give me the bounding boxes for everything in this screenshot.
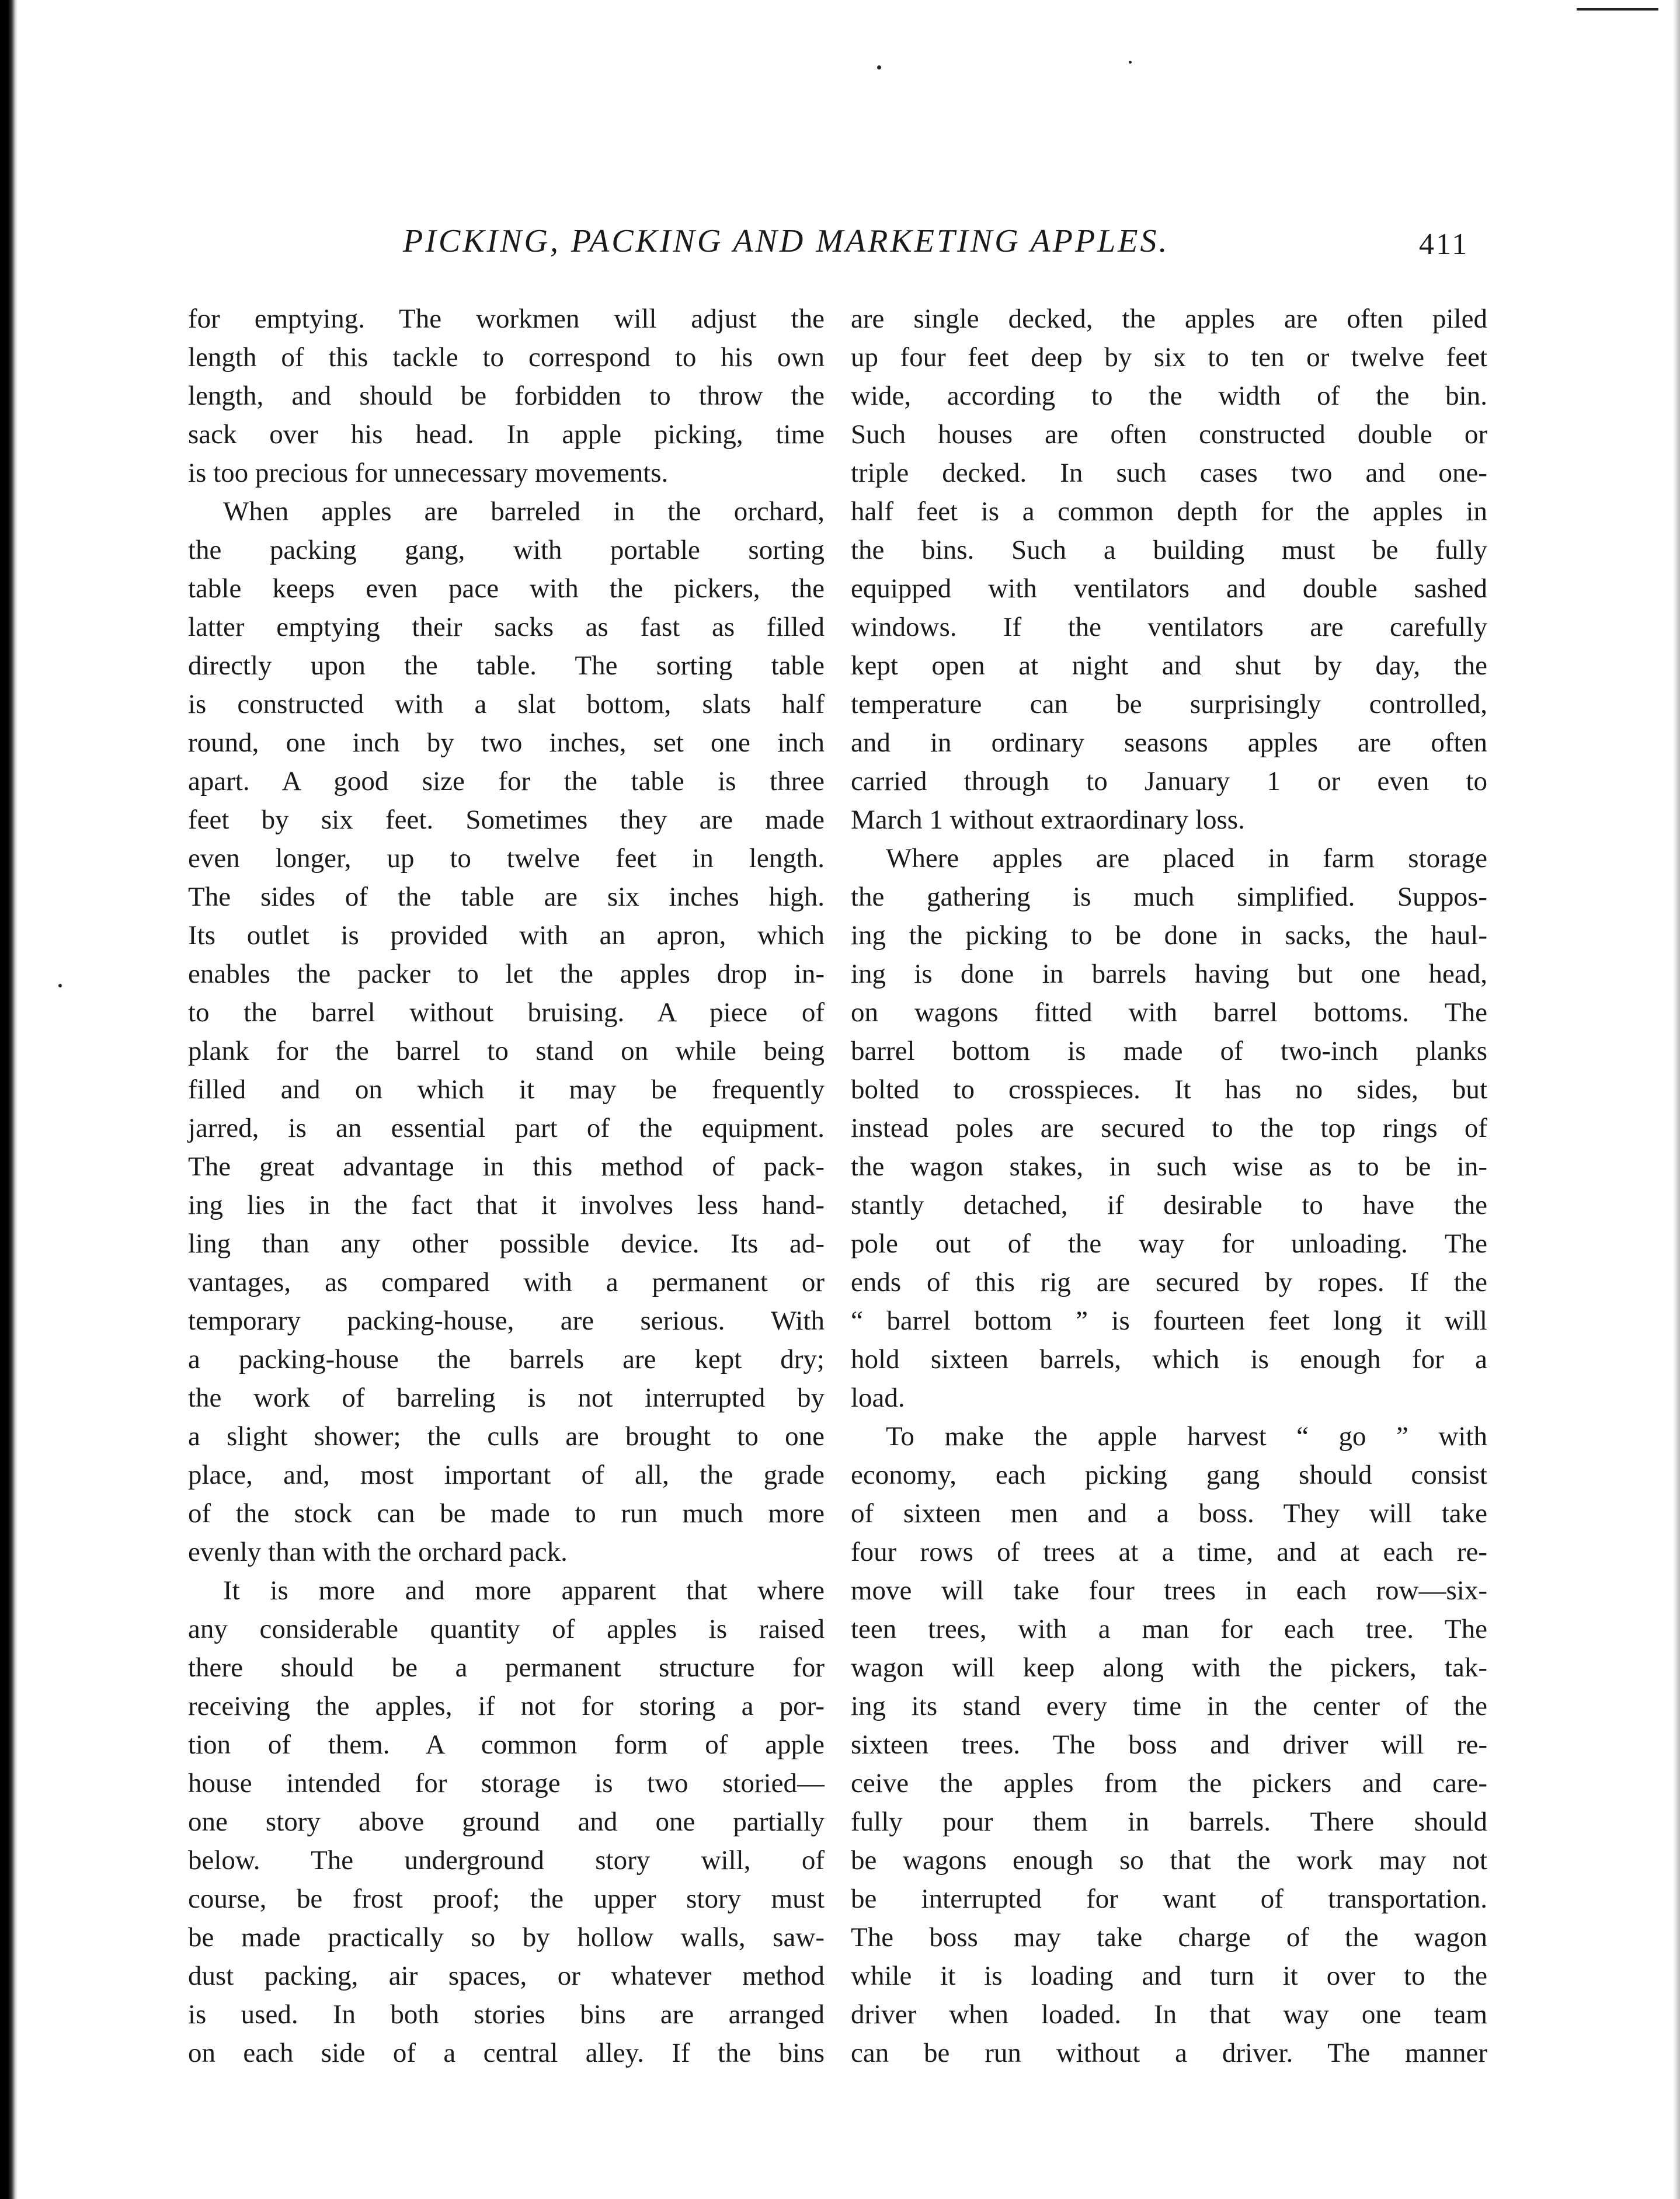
text-line: is too precious for unnecessary movements. [188, 458, 669, 488]
text-line: of sixteen men and a boss. They will take [851, 1498, 1487, 1529]
right-column [851, 300, 1487, 2072]
text-line: even longer, up to twelve feet in length. [188, 843, 825, 874]
text-line: on each side of a central alley. If the bins [188, 2038, 825, 2068]
text-line: The great advantage in this method of pack- [188, 1151, 825, 1182]
text-line: four rows of trees at a time, and at each re- [851, 1537, 1487, 1567]
text-line: be interrupted for want of transportation. [851, 1884, 1487, 1914]
text-line: instead poles are secured to the top rings of [851, 1113, 1487, 1143]
text-line: ing its stand every time in the center of the [851, 1691, 1487, 1721]
text-line: wagon will keep along with the pickers, tak- [851, 1652, 1487, 1683]
text-line: March 1 without extraordinary loss. [851, 805, 1245, 835]
text-line: be made practically so by hollow walls, saw- [188, 1922, 825, 1953]
top-border-rule [1577, 8, 1658, 11]
text-line: a packing-house the barrels are kept dry; [188, 1344, 825, 1375]
text-line: there should be a permanent structure for [188, 1652, 825, 1683]
text-line: ing the picking to be done in sacks, the haul- [851, 920, 1487, 951]
text-line: The boss may take charge of the wagon [851, 1922, 1487, 1953]
text-line: ing lies in the fact that it involves less hand- [188, 1190, 825, 1220]
text-line: while it is loading and turn it over to the [851, 1961, 1487, 1991]
text-line: The sides of the table are six inches high. [188, 882, 825, 912]
text-line: wide, according to the width of the bin. [851, 381, 1487, 411]
text-line: carried through to January 1 or even to [851, 766, 1487, 796]
text-line: place, and, most important of all, the grade [188, 1460, 825, 1490]
text-line: temporary packing-house, are serious. With [188, 1306, 825, 1336]
page-number: 411 [1419, 228, 1469, 261]
text-line: load. [851, 1383, 905, 1413]
text-line: the bins. Such a building must be fully [851, 535, 1487, 565]
text-line: be wagons enough so that the work may not [851, 1845, 1487, 1876]
scan-speck [877, 65, 881, 69]
text-line: is used. In both stories bins are arranged [188, 1999, 825, 2030]
text-line: driver when loaded. In that way one team [851, 1999, 1487, 2030]
text-line: barrel bottom is made of two-inch planks [851, 1036, 1487, 1066]
text-line: Its outlet is provided with an apron, which [188, 920, 825, 951]
text-line: ing is done in barrels having but one head, [851, 959, 1487, 989]
text-line: table keeps even pace with the pickers, the [188, 573, 825, 604]
text-line: tion of them. A common form of apple [188, 1730, 825, 1760]
text-line: half feet is a common depth for the apples in [851, 496, 1487, 527]
text-line: plank for the barrel to stand on while being [188, 1036, 825, 1066]
text-line: enables the packer to let the apples drop in- [188, 959, 825, 989]
text-line: hold sixteen barrels, which is enough for a [851, 1344, 1487, 1375]
text-line: ling than any other possible device. Its ad- [188, 1229, 825, 1259]
left-column [188, 300, 825, 2072]
scan-edge-left [0, 0, 18, 2199]
text-line: on wagons fitted with barrel bottoms. The [851, 997, 1487, 1028]
text-line: Such houses are often constructed double or [851, 419, 1487, 450]
text-line: directly upon the table. The sorting table [188, 650, 825, 681]
text-line: can be run without a driver. The manner [851, 2038, 1487, 2068]
text-line: It is more and more apparent that where [223, 1575, 825, 1606]
text-line: the gathering is much simplified. Suppos- [851, 882, 1487, 912]
text-line: ceive the apples from the pickers and care- [851, 1768, 1487, 1798]
text-line: stantly detached, if desirable to have the [851, 1190, 1487, 1220]
text-line: the work of barreling is not interrupted by [188, 1383, 825, 1413]
text-line: When apples are barreled in the orchard, [223, 496, 825, 527]
text-line: apart. A good size for the table is three [188, 766, 825, 796]
running-head: PICKING, PACKING AND MARKETING APPLES. [403, 223, 1170, 259]
text-line: length, and should be forbidden to throw the [188, 381, 825, 411]
text-line: and in ordinary seasons apples are often [851, 728, 1487, 758]
text-line: sixteen trees. The boss and driver will re- [851, 1730, 1487, 1760]
text-line: below. The underground story will, of [188, 1845, 825, 1876]
text-line: “ barrel bottom ” is fourteen feet long it will [851, 1306, 1487, 1336]
text-line: of the stock can be made to run much more [188, 1498, 825, 1529]
text-line: is constructed with a slat bottom, slats half [188, 689, 825, 719]
text-line: vantages, as compared with a permanent or [188, 1267, 825, 1297]
scan-edge-right [1657, 0, 1680, 2199]
text-line: the packing gang, with portable sorting [188, 535, 825, 565]
text-line: course, be frost proof; the upper story must [188, 1884, 825, 1914]
scan-speck [58, 984, 62, 987]
text-line: dust packing, air spaces, or whatever method [188, 1961, 825, 1991]
text-line: are single decked, the apples are often piled [851, 304, 1487, 334]
text-line: equipped with ventilators and double sashed [851, 573, 1487, 604]
text-line: fully pour them in barrels. There should [851, 1807, 1487, 1837]
text-line: a slight shower; the culls are brought to one [188, 1421, 825, 1452]
text-line: one story above ground and one partially [188, 1807, 825, 1837]
text-line: length of this tackle to correspond to his own [188, 342, 825, 373]
text-line: latter emptying their sacks as fast as filled [188, 612, 825, 642]
scan-speck [1129, 61, 1132, 64]
text-line: To make the apple harvest “ go ” with [886, 1421, 1487, 1452]
text-line: pole out of the way for unloading. The [851, 1229, 1487, 1259]
text-line: Where apples are placed in farm storage [886, 843, 1487, 874]
text-line: move will take four trees in each row—six- [851, 1575, 1487, 1606]
text-line: to the barrel without bruising. A piece of [188, 997, 825, 1028]
text-line: for emptying. The workmen will adjust the [188, 304, 825, 334]
text-line: sack over his head. In apple picking, time [188, 419, 825, 450]
text-line: jarred, is an essential part of the equipment. [188, 1113, 825, 1143]
text-line: any considerable quantity of apples is raised [188, 1614, 825, 1644]
text-line: up four feet deep by six to ten or twelve feet [851, 342, 1487, 373]
text-line: triple decked. In such cases two and one- [851, 458, 1487, 488]
text-line: round, one inch by two inches, set one inch [188, 728, 825, 758]
text-line: temperature can be surprisingly controlled, [851, 689, 1487, 719]
text-line: house intended for storage is two storied— [188, 1768, 825, 1798]
text-line: ends of this rig are secured by ropes. If the [851, 1267, 1487, 1297]
text-line: windows. If the ventilators are carefully [851, 612, 1487, 642]
text-line: filled and on which it may be frequently [188, 1074, 825, 1105]
text-line: kept open at night and shut by day, the [851, 650, 1487, 681]
text-line: evenly than with the orchard pack. [188, 1537, 568, 1567]
text-line: receiving the apples, if not for storing a por- [188, 1691, 825, 1721]
text-line: economy, each picking gang should consist [851, 1460, 1487, 1490]
text-line: bolted to crosspieces. It has no sides, but [851, 1074, 1487, 1105]
text-line: the wagon stakes, in such wise as to be in- [851, 1151, 1487, 1182]
text-line: feet by six feet. Sometimes they are made [188, 805, 825, 835]
text-line: teen trees, with a man for each tree. The [851, 1614, 1487, 1644]
